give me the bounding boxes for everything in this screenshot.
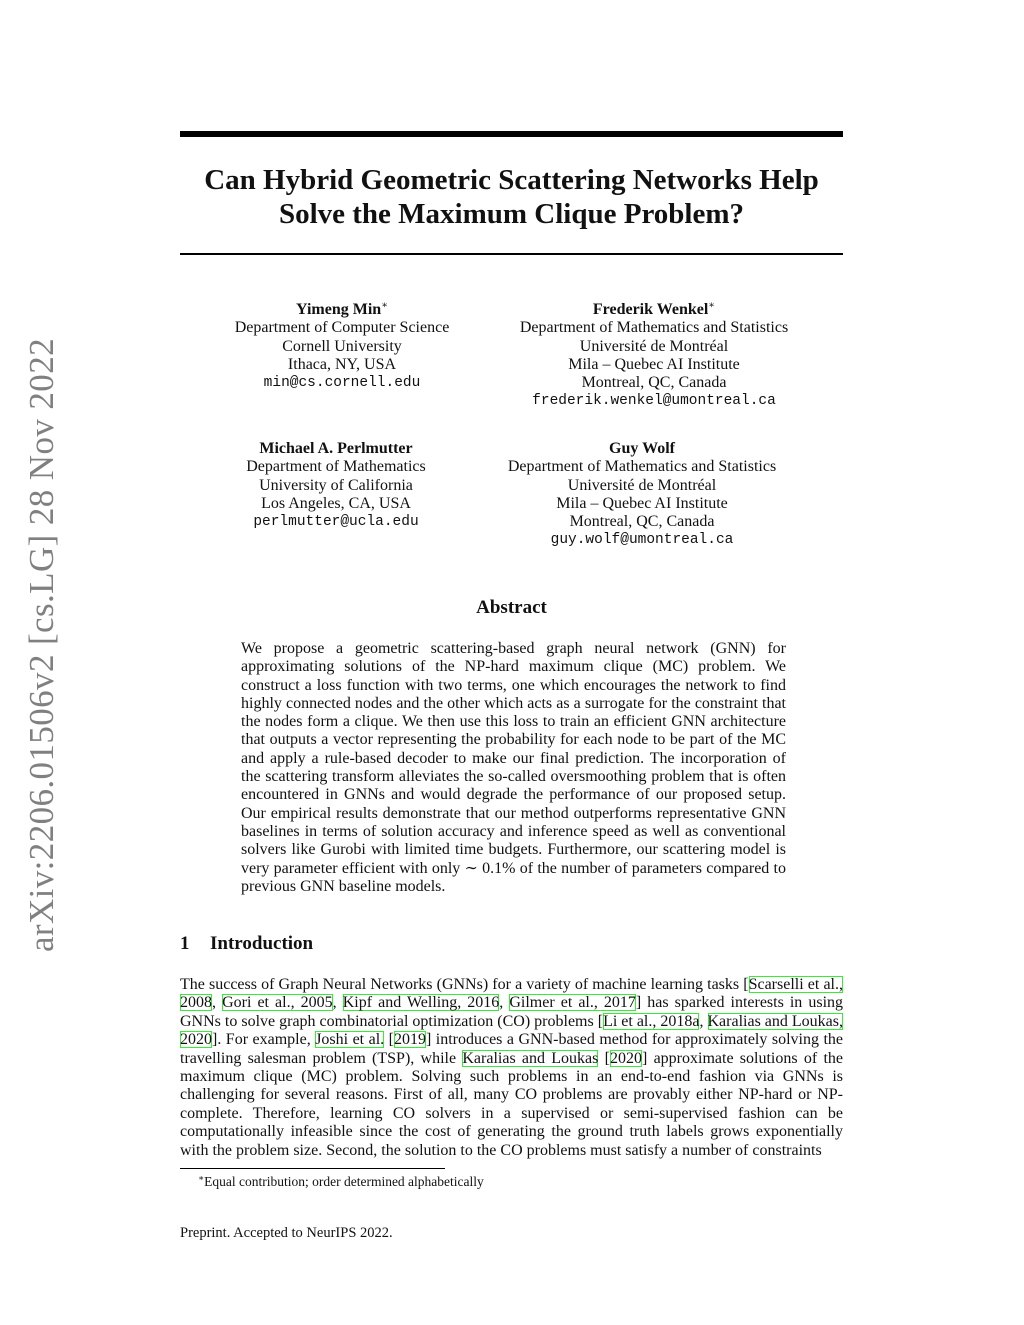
abstract-text: We propose a geometric scattering-based graph neural network (GNN) for approximating solutions of the NP-hard maximum clique (MC) problem. We construct a loss function with two terms, one which encourages the network to find highly connected nodes and the other which acts as a surrogate for the constraint that the nodes form a clique. We then use this loss to train an efficient GNN architecture that outputs a vector representing the probability for each node to be part of the MC and apply a rule-based decoder to make our final prediction. The incorporation of the scattering transform alleviates the so-called oversmoothing problem that is often encountered in GNNs and would degrade the performance of our proposed setup. Our empirical results demonstrate that our method outperforms representative GNN baselines in terms of solution accuracy and inference speed as well as conventional solvers like Gurobi with limited time budgets. Furthermore, our scattering model is very parameter efficient with only ∼ 0.1% of the number of parameters compared to previous GNN baseline models. bbox=[241, 640, 786, 895]
section-heading-introduction bbox=[180, 933, 313, 955]
author-affiliation-line: Mila – Quebec AI Institute bbox=[568, 355, 740, 373]
footnote-mark: ∗ bbox=[198, 1173, 205, 1183]
equal-contribution-mark: ∗ bbox=[708, 300, 716, 311]
paragraph-text: ]. For example, bbox=[212, 1031, 316, 1049]
author-block-min bbox=[212, 301, 472, 392]
paragraph-text: , bbox=[212, 994, 223, 1012]
author-affiliation-line: Mila – Quebec AI Institute bbox=[556, 494, 728, 512]
paragraph-text: ] approximate solutions of the maximum clique (MC) problem. Solving such problems in an end-to-end fashion via GNNs is challenging for several reasons. First of all, many CO problems are provably either NP-hard or NP-complete. Therefore, learning CO solvers in a supervised or semi-supervised fashion can be computationally infeasible since the cost of generating the ground truth labels grows exponentially with the problem size. Second, the solution to the CO problems must satisfy a number of constraints bbox=[180, 1049, 843, 1159]
author-email[interactable]: frederik.wenkel@umontreal.ca bbox=[532, 393, 776, 410]
citation-link[interactable]: 2019 bbox=[393, 1031, 426, 1049]
author-email[interactable]: min@cs.cornell.edu bbox=[263, 375, 421, 392]
abstract-heading: Abstract bbox=[476, 597, 547, 618]
arxiv-identifier-stamp: arXiv:2206.01506v2 [cs.LG] 28 Nov 2022 bbox=[22, 338, 61, 953]
author-affiliation-line: Department of Mathematics and Statistics bbox=[507, 458, 777, 476]
introduction-paragraph bbox=[180, 976, 843, 1160]
author-name: Frederik Wenkel∗ bbox=[592, 300, 716, 318]
citation-link[interactable]: Gori et al., 2005 bbox=[222, 994, 333, 1012]
paragraph-text: The success of Graph Neural Networks (GNNs) for a variety of machine learning tasks [ bbox=[180, 976, 749, 993]
citation-link[interactable]: Scarselli et al., 2008 bbox=[180, 976, 844, 1012]
author-affiliation-line: Ithaca, NY, USA bbox=[287, 355, 397, 373]
author-affiliation-line: Department of Computer Science bbox=[234, 319, 450, 337]
author-affiliation-line: Los Angeles, CA, USA bbox=[261, 494, 411, 512]
citation-link[interactable]: Joshi et al. bbox=[315, 1031, 385, 1049]
citation-link[interactable]: Karalias and Loukas, 2020 bbox=[180, 1012, 844, 1049]
author-affiliation-line: University of California bbox=[259, 476, 413, 494]
preprint-note: Preprint. Accepted to NeurIPS 2022. bbox=[180, 1225, 393, 1241]
citation-link[interactable]: Gilmer et al., 2017 bbox=[509, 994, 636, 1012]
paper-title bbox=[180, 163, 843, 231]
author-name: Yimeng Min∗ bbox=[296, 300, 388, 318]
author-email[interactable]: guy.wolf@umontreal.ca bbox=[550, 532, 734, 549]
section-number: 1 bbox=[180, 933, 190, 954]
author-block-wolf bbox=[482, 440, 802, 550]
citation-link[interactable]: 2020 bbox=[609, 1049, 642, 1067]
author-affiliation-line: Department of Mathematics bbox=[246, 458, 426, 476]
paragraph-text: , bbox=[499, 994, 510, 1012]
title-line-1: Can Hybrid Geometric Scattering Networks Help bbox=[204, 164, 819, 196]
equal-contribution-mark: ∗ bbox=[381, 300, 388, 311]
author-name: Guy Wolf bbox=[609, 440, 675, 457]
title-bottom-rule bbox=[180, 253, 843, 255]
paragraph-text: ] introduces a GNN-based method for approximately solving the travelling salesman problem (TSP), while bbox=[180, 1031, 844, 1067]
footnote-rule bbox=[180, 1168, 445, 1169]
paragraph-text: [ bbox=[384, 1031, 394, 1049]
author-name: Michael A. Perlmutter bbox=[259, 440, 413, 457]
paragraph-text: ] has sparked interests in using GNNs to solve graph combinatorial optimization (CO) problems [ bbox=[180, 994, 844, 1030]
author-affiliation-line: Montreal, QC, Canada bbox=[569, 513, 715, 531]
author-affiliation-line: Université de Montréal bbox=[579, 337, 729, 355]
paragraph-text: , bbox=[699, 1012, 708, 1030]
paragraph-text: [ bbox=[598, 1049, 610, 1067]
author-block-wenkel bbox=[494, 301, 814, 411]
author-email[interactable]: perlmutter@ucla.edu bbox=[253, 514, 419, 531]
author-affiliation-line: Université de Montréal bbox=[567, 476, 717, 494]
citation-link[interactable]: Li et al., 2018a bbox=[603, 1012, 700, 1030]
author-affiliation-line: Department of Mathematics and Statistics bbox=[519, 319, 789, 337]
author-affiliation-line: Cornell University bbox=[282, 337, 402, 355]
citation-link[interactable]: Karalias and Loukas bbox=[462, 1049, 599, 1067]
footnote bbox=[198, 1174, 484, 1190]
footnote-text: Equal contribution; order determined alphabetically bbox=[204, 1174, 484, 1189]
section-title: Introduction bbox=[210, 933, 314, 954]
author-block-perlmutter bbox=[212, 440, 460, 531]
title-line-2: Solve the Maximum Clique Problem? bbox=[278, 198, 745, 230]
author-affiliation-line: Montreal, QC, Canada bbox=[581, 374, 727, 392]
paragraph-text: , bbox=[332, 994, 343, 1012]
title-top-rule bbox=[180, 131, 843, 137]
citation-link[interactable]: Kipf and Welling, 2016 bbox=[342, 994, 500, 1012]
